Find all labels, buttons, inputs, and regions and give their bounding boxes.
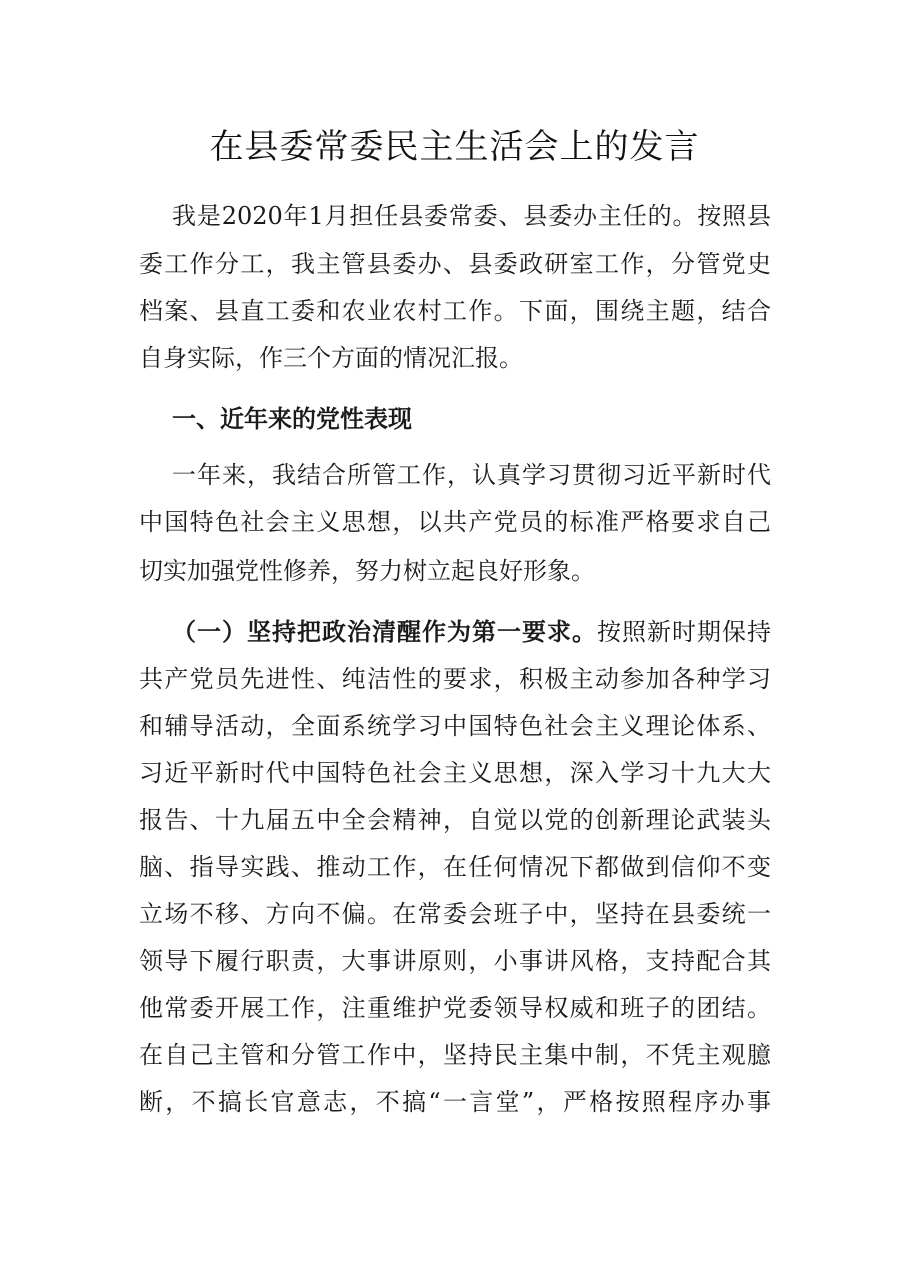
intro-line-2: 委工作分工，我主管县委办、县委政研室工作，分管党史 — [139, 250, 771, 278]
subsection-1-line-10: 断，不搞长官意志，不搞“一言堂”，严格按照程序办事 — [139, 1088, 771, 1116]
section-1-heading: 一、近年来的党性表现 — [172, 405, 412, 433]
subsection-1-first-line — [172, 612, 771, 652]
intro-line-3: 档案、县直工委和农业农村工作。下面，围绕主题，结合 — [139, 297, 771, 325]
subsection-1-line-4: 报告、十九届五中全会精神，自觉以党的创新理论武装头 — [139, 806, 771, 834]
subsection-1-line-5: 脑、指导实践、推动工作，在任何情况下都做到信仰不变 — [139, 853, 771, 881]
subsection-1-first-line-rest: 按照新时期保持 — [597, 618, 771, 646]
section-1-line-1: 一年来，我结合所管工作，认真学习贯彻习近平新时代 — [172, 461, 771, 489]
subsection-1-line-1: 共产党员先进性、纯洁性的要求，积极主动参加各种学习 — [139, 665, 771, 693]
intro-line-4: 自身实际，作三个方面的情况汇报。 — [139, 344, 523, 372]
subsection-1-line-7: 领导下履行职责，大事讲原则，小事讲风格，支持配合其 — [139, 947, 771, 975]
subsection-1-line-2: 和辅导活动，全面系统学习中国特色社会主义理论体系、 — [139, 712, 771, 740]
subsection-1-line-8: 他常委开展工作，注重维护党委领导权威和班子的团结。 — [139, 994, 771, 1022]
document-title: 在县委常委民主生活会上的发言 — [209, 127, 700, 167]
intro-line-1: 我是2020年1月担任县委常委、县委办主任的。按照县 — [172, 202, 771, 230]
subsection-1-line-3: 习近平新时代中国特色社会主义思想，深入学习十九大大 — [139, 759, 771, 787]
subsection-1-line-6: 立场不移、方向不偏。在常委会班子中，坚持在县委统一 — [139, 900, 771, 928]
subsection-1-line-9: 在自己主管和分管工作中，坚持民主集中制，不凭主观臆 — [139, 1041, 771, 1069]
section-1-line-3: 切实加强党性修养，努力树立起良好形象。 — [139, 557, 595, 585]
section-1-line-2: 中国特色社会主义思想，以共产党员的标准严格要求自己 — [139, 508, 771, 536]
subsection-1-lead: （一）坚持把政治清醒作为第一要求。 — [172, 617, 597, 646]
